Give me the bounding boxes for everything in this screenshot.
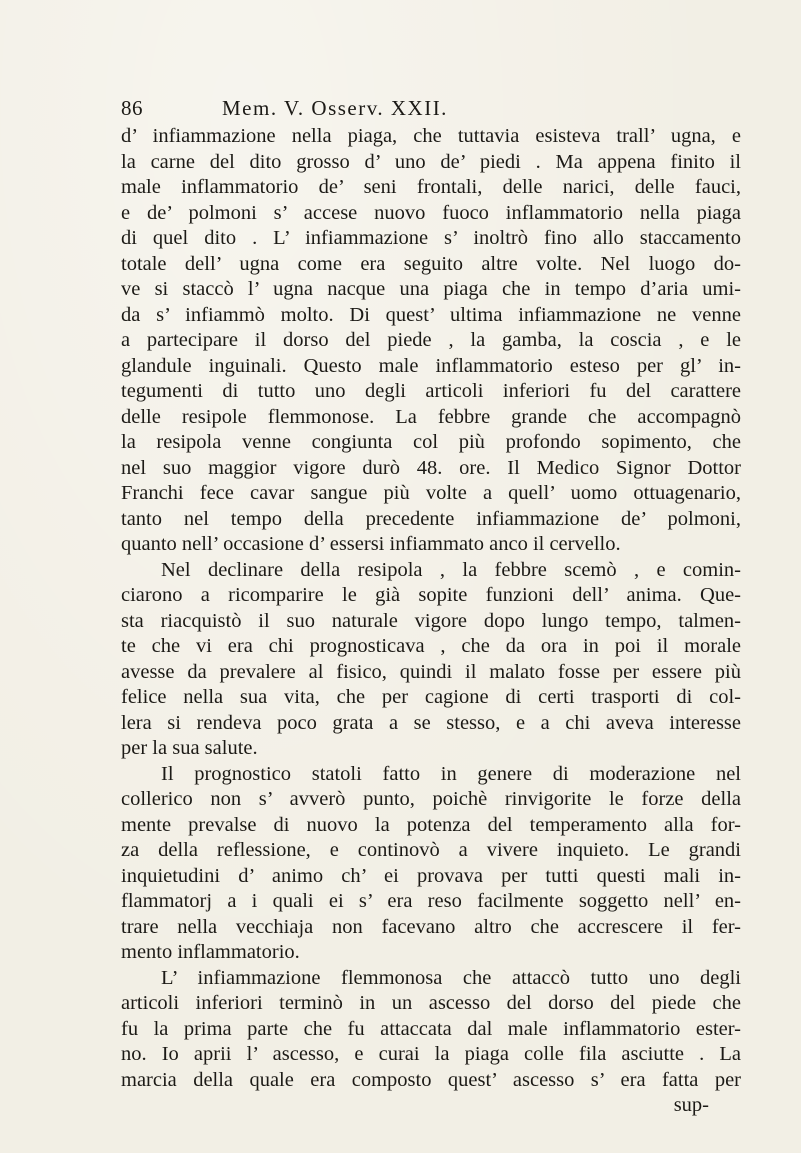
text-line: inquietudini d’ animo ch’ ei provava per tutti questi mali in- [121,864,741,887]
page-number: 86 [121,96,143,120]
text-line: collerico non s’ avverò punto, poichè rinvigorite le forze della [121,788,741,810]
text-line: avesse da prevalere al fisico, quindi il malato fosse per essere più [121,660,741,683]
text-line: ciarono a ricomparire le già sopite funzioni dell’ anima. Que- [121,584,741,606]
text-line: per la sua salute. [121,737,258,759]
text-line: a partecipare il dorso del piede , la gamba, la coscia , e le [121,329,741,351]
paragraph-start: Il prognostico statoli fatto in genere di moderazione nel [161,762,741,785]
page-header [121,96,721,126]
text-line: ve si staccò l’ ugna nacque una piaga che in tempo d’aria umi- [121,278,741,300]
text-line: te che vi era chi prognosticava , che da ora in poi il morale [121,635,741,657]
text-line: la carne del dito grosso d’ uno de’ piedi . Ma appena finito il [121,150,741,173]
text-line: tegumenti di tutto uno degli articoli inferiori fu del carattere [121,380,741,402]
text-line: marcia della quale era composto quest’ ascesso s’ era fatta per [121,1068,741,1091]
text-line: di quel dito . L’ infiammazione s’ inoltrò fino allo staccamento [121,227,741,249]
text-line: mente prevalse di nuovo la potenza del temperamento alla for- [121,813,741,836]
text-line: flammatorj a i quali ei s’ era reso facilmente soggetto nell’ en- [121,890,741,912]
text-line: Franchi fece cavar sangue più volte a quell’ uomo ottuagenario, [121,482,741,504]
body-text [121,124,741,1119]
text-line: male inflammatorio de’ seni frontali, delle narici, delle fauci, [121,176,741,198]
text-line: totale dell’ ugna come era seguito altre volte. Nel luogo do- [121,252,741,275]
text-line: tanto nel tempo della precedente infiammazione de’ polmoni, [121,507,741,530]
text-line: delle resipole flemmonose. La febbre grande che accompagnò [121,405,741,428]
catchword: sup- [673,1094,709,1116]
text-line: felice nella sua vita, che per cagione di certi trasporti di col- [121,686,741,708]
paragraph-start: Nel declinare della resipola , la febbre scemò , e comin- [161,558,741,581]
text-line: quanto nell’ occasione d’ essersi infiammato anco il cervello. [121,533,621,555]
text-line: sta riacquistò il suo naturale vigore dopo lungo tempo, talmen- [121,609,741,632]
running-head: Mem. V. Osserv. XXII. [222,96,448,120]
text-line: za della reflessione, e continovò a vivere inquieto. Le grandi [121,839,741,861]
text-line: da s’ infiammò molto. Di quest’ ultima infiammazione ne venne [121,303,741,326]
text-line: glandule inguinali. Questo male inflammatorio estesо per gl’ in- [121,354,741,377]
text-line: lera si rendeva poco grata a se stesso, e a chi aveva interesse [121,711,741,734]
text-line: la resipola venne congiunta col più profondo sopimento, che [121,431,741,453]
paragraph-start: L’ infiammazione flemmonosa che attaccò tutto uno degli [161,966,741,989]
text-line: articoli inferiori terminò in un ascesso del dorso del piede che [121,992,741,1014]
text-line: e de’ polmoni s’ accese nuovo fuoco inflammatorio nella piaga [121,201,741,224]
text-line: d’ infiammazione nella piaga, che tuttavia esisteva trall’ ugna, e [121,125,741,147]
text-line: fu la prima parte che fu attaccata dal male inflammatorio ester- [121,1017,741,1040]
text-line: no. Io aprii l’ ascesso, e curai la piaga colle fila asciutte . La [121,1043,741,1065]
text-line: mento inflammatorio. [121,941,300,963]
text-line: trare nella vecchiaja non facevano altro che accrescere il fer- [121,915,741,938]
text-line: nel suo maggior vigore durò 48. ore. Il Medico Signor Dottor [121,456,741,479]
